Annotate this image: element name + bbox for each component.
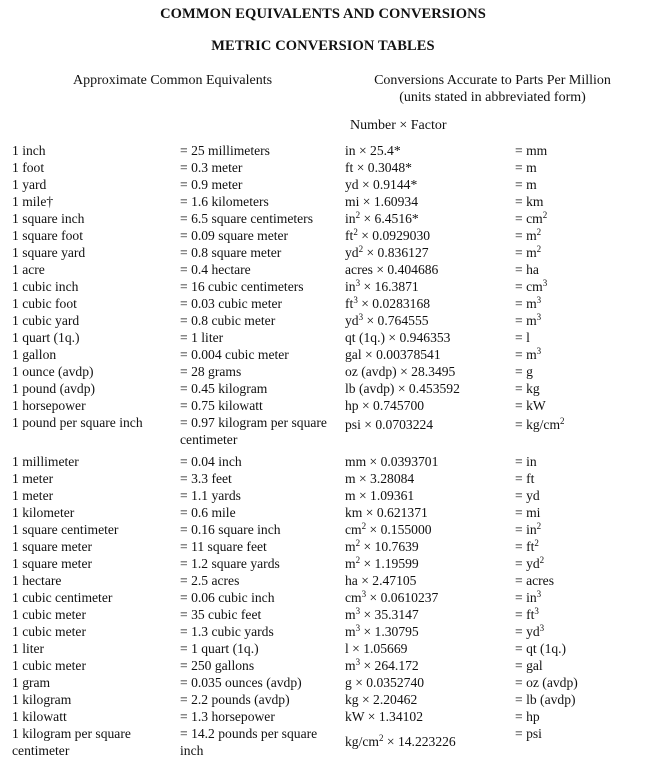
factor-cell: $in^3 \times 16.3871$ <box>345 278 419 294</box>
factor-cell: lb (avdp) × 0.453592 <box>345 381 460 396</box>
result-cell: = gal <box>515 658 543 673</box>
unit-cell: 1 mile† <box>12 194 54 209</box>
result-cell: = yd <box>515 488 540 503</box>
result-cell: = $yd^3$ <box>515 623 545 639</box>
factor-cell: $yd^3 \times 0.764555$ <box>345 312 429 328</box>
unit-cell: 1 inch <box>12 143 46 158</box>
approx-cell: = 0.04 inch <box>180 454 242 469</box>
result-cell: = qt (1q.) <box>515 641 567 656</box>
result-cell: = $m^2$ <box>515 227 542 243</box>
unit-cell: 1 foot <box>12 160 45 175</box>
result-cell: = $m^3$ <box>515 346 542 362</box>
unit-cell: 1 cubic centimeter <box>12 590 113 605</box>
accurate-header <box>345 72 640 106</box>
approx-cell: = 1.1 yards <box>180 488 241 503</box>
approx-cell: = 1.3 cubic yards <box>180 624 274 639</box>
result-cell: = hp <box>515 709 540 724</box>
result-cell: = $in^3$ <box>515 589 542 605</box>
result-cell: = mm <box>515 143 548 158</box>
factor-cell: ft × 0.3048* <box>345 160 412 175</box>
approx-cell: = 28 grams <box>180 364 242 379</box>
unit-cell: 1 hectare <box>12 573 62 588</box>
result-cell: = in <box>515 454 537 469</box>
approx-cell: = 0.3 meter <box>180 160 243 175</box>
unit-cell: 1 kilogram <box>12 692 72 707</box>
approx-cell: = 1.3 horsepower <box>180 709 275 724</box>
unit-cell: 1 square centimeter <box>12 522 119 537</box>
result-cell: = ft <box>515 471 535 486</box>
factor-cell: l × 1.05669 <box>345 641 408 656</box>
factor-cell: $ft^3 \times 0.0283168$ <box>345 295 431 311</box>
factor-cell: $m^2 \times 10.7639$ <box>345 538 419 554</box>
unit-cell: 1 cubic meter <box>12 607 86 622</box>
unit-cell: 1 pound (avdp) <box>12 381 96 396</box>
approx-cell: = 0.45 kilogram <box>180 381 268 396</box>
factor-cell: kW × 1.34102 <box>345 709 424 724</box>
approx-cell: = 250 gallons <box>180 658 255 673</box>
approx-cell: = 0.035 ounces (avdp) <box>180 675 302 690</box>
approx-cell: = 0.8 square meter <box>180 245 282 260</box>
factor-cell: $yd^2 \times 0.836127$ <box>345 244 429 260</box>
result-cell: = $m^2$ <box>515 244 542 260</box>
result-cell: = m <box>515 160 537 175</box>
result-cell: = kg <box>515 381 540 396</box>
factor-cell: acres × 0.404686 <box>345 262 439 277</box>
unit-cell: 1 cubic foot <box>12 296 77 311</box>
approx-cell: = 1.6 kilometers <box>180 194 269 209</box>
result-cell: = km <box>515 194 544 209</box>
unit-cell: 1 horsepower <box>12 398 86 413</box>
approx-cell: = 6.5 square centimeters <box>180 211 313 226</box>
result-cell: = acres <box>515 573 554 588</box>
unit-cell: 1 cubic inch <box>12 279 79 294</box>
result-cell: = $cm^2$ <box>515 210 548 226</box>
factor-cell: $m^3 \times 1.30795$ <box>345 623 419 639</box>
accurate-header-line1: Conversions Accurate to Parts Per Million <box>374 73 611 88</box>
approx-cell: = 0.004 cubic meter <box>180 347 289 362</box>
unit-cell: 1 cubic yard <box>12 313 80 328</box>
factor-cell: $m^3 \times 35.3147$ <box>345 606 419 622</box>
approx-cell: = 2.2 pounds (avdp) <box>180 692 290 707</box>
factor-cell: $m^2 \times 1.19599$ <box>345 555 419 571</box>
unit-cell: 1 cubic meter <box>12 658 86 673</box>
approx-cell: = 1.2 square yards <box>180 556 280 571</box>
unit-cell: 1 kilogram per square centimeter <box>12 726 131 758</box>
result-cell: = $m^3$ <box>515 295 542 311</box>
factor-cell: $cm^3 \times 0.0610237$ <box>345 589 439 605</box>
unit-cell: 1 gram <box>12 675 51 690</box>
factor-cell: g × 0.0352740 <box>345 675 425 690</box>
approx-cell: = 0.06 cubic inch <box>180 590 275 605</box>
factor-cell: $kg/cm^2 \times 14.223226$ <box>345 733 456 749</box>
approx-cell: = 16 cubic centimeters <box>180 279 304 294</box>
result-cell: = l <box>515 330 530 345</box>
factor-cell: m × 3.28084 <box>345 471 415 486</box>
unit-cell: 1 quart (1q.) <box>12 330 80 345</box>
result-cell: = psi <box>515 726 542 741</box>
approx-cell: = 0.8 cubic meter <box>180 313 276 328</box>
result-cell: = $in^2$ <box>515 521 542 537</box>
factor-cell: yd × 0.9144* <box>345 177 418 192</box>
unit-cell: 1 meter <box>12 471 54 486</box>
factor-cell: in × 25.4* <box>345 143 401 158</box>
page-title: COMMON EQUIVALENTS AND CONVERSIONS <box>160 6 486 22</box>
unit-cell: 1 acre <box>12 262 45 277</box>
approx-cell: = 11 square feet <box>180 539 267 554</box>
factor-cell: m × 1.09361 <box>345 488 415 503</box>
approx-cell: = 0.75 kilowatt <box>180 398 263 413</box>
approx-cell: = 0.16 square inch <box>180 522 281 537</box>
unit-cell: 1 yard <box>12 177 47 192</box>
approx-cell: = 25 millimeters <box>180 143 270 158</box>
approx-cell: = 0.9 meter <box>180 177 243 192</box>
unit-cell: 1 square foot <box>12 228 83 243</box>
approx-cell: = 35 cubic feet <box>180 607 262 622</box>
unit-cell: 1 liter <box>12 641 45 656</box>
unit-cell: 1 square inch <box>12 211 85 226</box>
unit-cell: 1 gallon <box>12 347 57 362</box>
result-cell: = $kg/cm^2$ <box>515 416 565 432</box>
result-cell: = m <box>515 177 537 192</box>
result-cell: = $ft^3$ <box>515 606 539 622</box>
result-cell: = $m^3$ <box>515 312 542 328</box>
factor-cell: hp × 0.745700 <box>345 398 425 413</box>
result-cell: = $cm^3$ <box>515 278 548 294</box>
page-subtitle: METRIC CONVERSION TABLES <box>211 38 435 54</box>
factor-cell: gal × 0.00378541 <box>345 347 441 362</box>
factor-cell: km × 0.621371 <box>345 505 428 520</box>
factor-cell: qt (1q.) × 0.946353 <box>345 330 451 345</box>
unit-cell: 1 kilometer <box>12 505 75 520</box>
unit-cell: 1 square yard <box>12 245 86 260</box>
unit-cell: 1 cubic meter <box>12 624 86 639</box>
unit-cell: 1 square meter <box>12 539 93 554</box>
factor-cell: $m^3 \times 264.172$ <box>345 657 419 673</box>
factor-cell: $cm^2 \times 0.155000$ <box>345 521 432 537</box>
approx-cell: = 1 liter <box>180 330 224 345</box>
factor-cell: kg × 2.20462 <box>345 692 418 707</box>
factor-cell: psi × 0.0703224 <box>345 417 434 432</box>
approx-cell: = 0.6 mile <box>180 505 236 520</box>
result-cell: = ha <box>515 262 539 277</box>
result-cell: = $yd^2$ <box>515 555 545 571</box>
result-cell: = g <box>515 364 533 379</box>
approx-cell: = 2.5 acres <box>180 573 240 588</box>
result-cell: = oz (avdp) <box>515 675 578 690</box>
approx-cell: = 1 quart (1q.) <box>180 641 259 656</box>
unit-cell: 1 pound per square inch <box>12 415 143 430</box>
approx-cell: = 0.09 square meter <box>180 228 289 243</box>
approx-cell: = 3.3 feet <box>180 471 232 486</box>
unit-cell: 1 ounce (avdp) <box>12 364 94 379</box>
approx-cell: = 0.4 hectare <box>180 262 251 277</box>
unit-cell: 1 meter <box>12 488 54 503</box>
factor-cell: ha × 2.47105 <box>345 573 417 588</box>
factor-cell: mi × 1.60934 <box>345 194 418 209</box>
result-cell: = lb (avdp) <box>515 692 576 707</box>
factor-cell: oz (avdp) × 28.3495 <box>345 364 456 379</box>
number-factor-header: Number × Factor <box>350 118 447 133</box>
approx-cell: = 0.97 kilogram per square centimeter <box>180 415 327 447</box>
approx-header: Approximate Common Equivalents <box>72 73 273 88</box>
result-cell: = kW <box>515 398 546 413</box>
accurate-header-line2: (units stated in abbreviated form) <box>399 90 586 105</box>
unit-cell: 1 square meter <box>12 556 93 571</box>
unit-cell: 1 kilowatt <box>12 709 67 724</box>
approx-cell: = 0.03 cubic meter <box>180 296 283 311</box>
result-cell: = $ft^2$ <box>515 538 539 554</box>
factor-cell: $in^2 \times 6.4516*$ <box>345 210 419 226</box>
factor-cell: mm × 0.0393701 <box>345 454 439 469</box>
factor-cell: $ft^2 \times 0.0929030$ <box>345 227 431 243</box>
unit-cell: 1 millimeter <box>12 454 79 469</box>
result-cell: = mi <box>515 505 541 520</box>
approx-cell: = 14.2 pounds per square inch <box>180 726 318 758</box>
